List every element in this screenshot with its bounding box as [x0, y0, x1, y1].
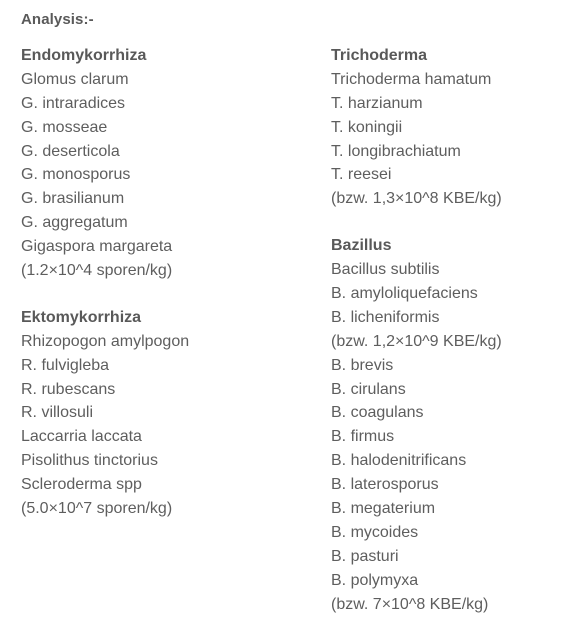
- list-item: T. koningii: [331, 118, 403, 136]
- analysis-heading: Analysis:-: [21, 11, 94, 28]
- list-item: B. firmus: [331, 428, 395, 446]
- list-item: Bacillus subtilis: [331, 261, 440, 279]
- list-item: G. mosseae: [21, 118, 108, 136]
- group-title: Endomykorrhiza: [21, 47, 147, 64]
- group-title: Bazillus: [331, 237, 392, 255]
- list-item: B. licheniformis: [331, 308, 440, 326]
- list-item: B. pasturi: [331, 547, 399, 565]
- list-item: R. rubescans: [21, 380, 116, 398]
- list-item: B. megaterium: [331, 500, 436, 518]
- group-title: Trichoderma: [331, 47, 428, 64]
- list-item: Laccarria laccata: [21, 428, 142, 446]
- concentration-note: (1.2×10^4 sporen/kg): [21, 262, 173, 280]
- list-item: B. polymyxa: [331, 571, 419, 589]
- list-item: R. villosuli: [21, 404, 94, 422]
- list-item: T. longibrachiatum: [331, 142, 461, 160]
- list-item: Glomus clarum: [21, 70, 129, 88]
- list-item: R. fulvigleba: [21, 356, 110, 374]
- list-item: T. harzianum: [331, 94, 423, 112]
- left-column: [21, 44, 189, 521]
- list-item: Gigaspora margareta: [21, 238, 173, 256]
- concentration-note: (5.0×10^7 sporen/kg): [21, 500, 173, 518]
- list-item: Rhizopogon amylpogon: [21, 332, 190, 350]
- list-item: B. amyloliquefaciens: [331, 285, 478, 303]
- concentration-note: (bzw. 1,3×10^8 KBE/kg): [331, 190, 502, 208]
- concentration-note: (bzw. 7×10^8 KBE/kg): [331, 595, 489, 613]
- list-item: B. cirulans: [331, 380, 406, 398]
- group-endomykorrhiza: [21, 44, 189, 283]
- concentration-note: (bzw. 1,2×10^9 KBE/kg): [331, 332, 502, 350]
- list-item: B. laterosporus: [331, 476, 439, 494]
- list-item: G. intraradices: [21, 94, 126, 112]
- list-item: G. deserticola: [21, 142, 120, 160]
- group-bazillus: [331, 234, 502, 616]
- list-item: T. reesei: [331, 166, 392, 184]
- group-ektomykorrhiza: [21, 306, 189, 521]
- list-item: Trichoderma hamatum: [331, 70, 492, 88]
- list-item: G. aggregatum: [21, 214, 128, 232]
- list-item: Pisolithus tinctorius: [21, 452, 158, 470]
- group-title: Ektomykorrhiza: [21, 308, 142, 326]
- list-item: G. brasilianum: [21, 190, 125, 208]
- list-item: G. monosporus: [21, 166, 131, 184]
- list-item: B. coagulans: [331, 404, 424, 422]
- list-item: Scleroderma spp: [21, 476, 142, 494]
- list-item: B. mycoides: [331, 523, 419, 541]
- list-item: B. halodenitrificans: [331, 452, 467, 470]
- list-item: B. brevis: [331, 356, 394, 374]
- right-column: [331, 44, 502, 616]
- group-trichoderma: [331, 44, 502, 211]
